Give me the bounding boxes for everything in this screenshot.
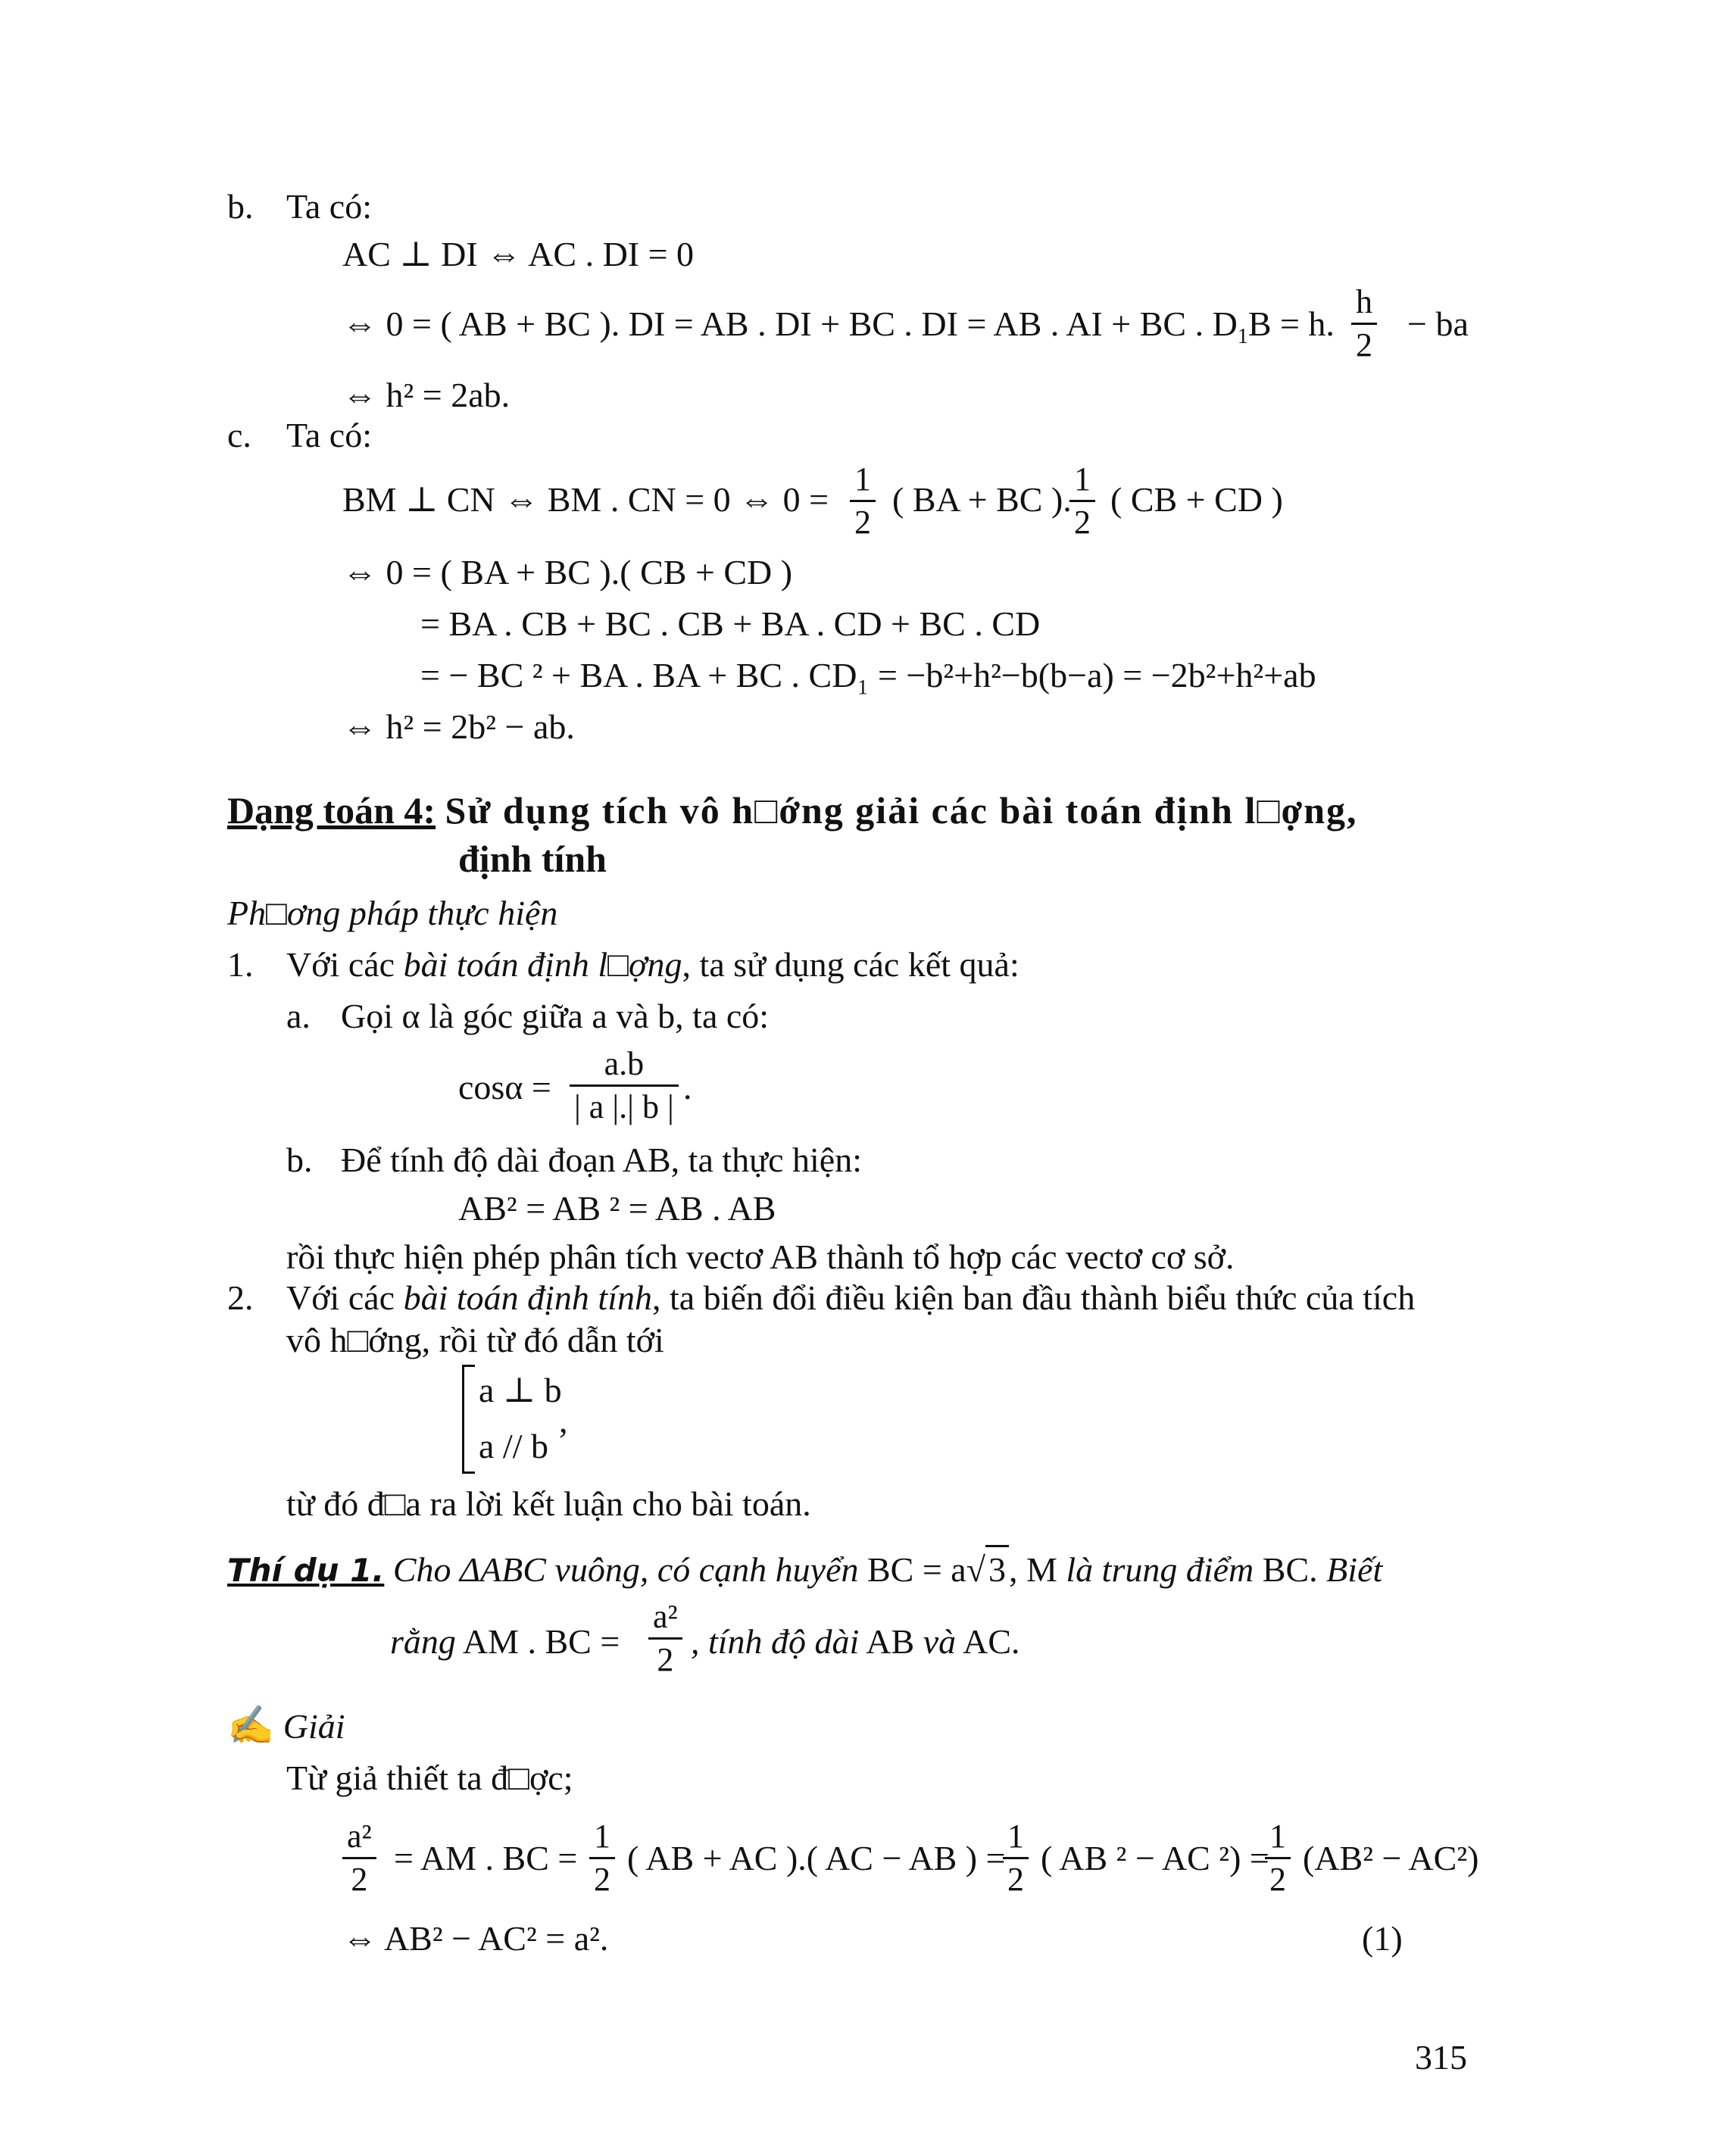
solution-label: Giải — [283, 1707, 345, 1746]
solution-half-3 — [1265, 1816, 1291, 1900]
equation-number: (1) — [1362, 1919, 1403, 1958]
example-1f: BC. — [1254, 1550, 1327, 1589]
part-b-line1: AC ⊥ DI ⇔ AC . DI = 0 — [342, 235, 695, 273]
cos-label: cosα = — [458, 1068, 551, 1106]
cos-num: a.b — [570, 1044, 679, 1087]
example-1g: Biết — [1326, 1550, 1383, 1589]
part-b-line2-tail: − ba — [1407, 304, 1469, 343]
part-b-label: b. — [227, 187, 254, 226]
example-2f: AC. — [956, 1622, 1020, 1661]
solution-a2-den: 2 — [351, 1861, 368, 1898]
solution-eq-b: ( AB + AC ).( AC − AB ) = — [627, 1839, 1006, 1877]
example-1c: BC = a — [858, 1550, 966, 1589]
example-1d: , M — [1008, 1550, 1066, 1589]
part-c-line4: = − BC ² + BA . BA + BC . CD₁ = −b²+h²−b(b−a) = −2b²+h²+ab — [420, 656, 1316, 694]
example-2a: rằng — [390, 1622, 456, 1661]
section-title-2: định tính — [458, 838, 607, 880]
solution-a2-fraction — [342, 1816, 376, 1900]
sol-half-2-den: 2 — [1007, 1861, 1024, 1898]
solution-eq-c: ( AB ² − AC ²) = — [1041, 1839, 1269, 1877]
part-b-fraction-h — [1351, 282, 1377, 366]
ab-formula: AB² = AB ² = AB . AB — [458, 1189, 776, 1228]
example-2d: AB — [859, 1622, 923, 1661]
method-item2-line2: vô h□ớng, rồi từ đó dẫn tới — [286, 1321, 664, 1359]
example-a2-den: 2 — [657, 1641, 674, 1678]
part-c-half-2 — [1069, 459, 1095, 543]
example-label: Thí dụ 1. — [227, 1552, 385, 1589]
method-heading: Ph□ơng pháp thực hiện — [227, 894, 558, 932]
example-1e: là trung điểm — [1066, 1550, 1254, 1589]
part-b-line2 — [342, 301, 1335, 360]
part-b-intro: Ta có: — [286, 187, 373, 226]
item1-b: , ta sử dụng các kết quả: — [682, 945, 1019, 984]
sol-half-2-num: 1 — [1003, 1816, 1029, 1859]
example-2c: , tính độ dài — [691, 1622, 860, 1661]
method-item1-num: 1. — [227, 945, 254, 984]
part-c-intro: Ta có: — [286, 416, 373, 454]
method-item2-num: 2. — [227, 1278, 254, 1317]
sol-half-1-den: 2 — [594, 1861, 610, 1898]
example-1a: Cho ΔABC — [392, 1550, 555, 1589]
sol-half-1-num: 1 — [589, 1816, 615, 1859]
sol-half-3-den: 2 — [1269, 1861, 1286, 1898]
method-item2-end: từ đó đ□a ra lời kết luận cho bài toán. — [286, 1484, 811, 1523]
part-b-line2-right: B = h. — [1247, 304, 1335, 343]
example-line2b — [691, 1619, 1020, 1665]
solution-line2: ⇔ AB² − AC² = a². — [342, 1919, 609, 1958]
item1-a: Với các — [286, 945, 404, 984]
frac-h-num: h — [1351, 282, 1377, 325]
item1-italic: bài toán định l□ợng — [403, 945, 682, 984]
system-line-1: a ⊥ b — [479, 1371, 562, 1409]
system-comma: , — [559, 1401, 568, 1440]
method-item1b-text: Để tính độ dài đoạn AB, ta thực hiện: — [341, 1141, 862, 1179]
frac-h-den: 2 — [1356, 326, 1372, 364]
method-item1b-cont: rồi thực hiện phép phân tích vectơ AB thành tổ hợp các vectơ cơ sở. — [286, 1237, 1235, 1276]
part-b-line2-left: ⇔ 0 = ( AB + BC ). DI = AB . DI + BC . DI = AB . AI + BC . D — [342, 304, 1238, 343]
half-2-den: 2 — [1074, 504, 1091, 541]
sqrt-symbol: √ — [966, 1550, 985, 1589]
section-heading — [227, 788, 1358, 833]
part-c-line1c: ( CB + CD ) — [1110, 480, 1283, 519]
solution-a2-num: a² — [342, 1816, 376, 1859]
solution-half-1 — [589, 1816, 615, 1900]
example-line1 — [227, 1545, 1382, 1593]
part-b-line3: ⇔ h² = 2ab. — [342, 376, 510, 414]
item2-italic: bài toán định tính — [403, 1278, 652, 1317]
example-a2-fraction — [648, 1596, 682, 1680]
solution-intro: Từ giả thiết ta đ□ợc; — [286, 1758, 573, 1797]
method-item1 — [286, 942, 1019, 988]
solution-half-2 — [1003, 1816, 1029, 1900]
example-line2a — [390, 1619, 620, 1665]
example-2b: AM . BC = — [455, 1622, 620, 1661]
pen-icon: ✍ — [227, 1704, 275, 1746]
method-item1a-label: a. — [286, 997, 311, 1035]
half-1-den: 2 — [854, 504, 871, 541]
method-item2 — [286, 1275, 1415, 1321]
cos-den: | a |.| b | — [574, 1088, 674, 1125]
solution-eq-d: (AB² − AC²) — [1303, 1839, 1479, 1877]
example-1b: vuông, có cạnh huyển — [554, 1550, 859, 1589]
sqrt-3: 3 — [985, 1545, 1009, 1593]
part-b-line2-sub: 1 — [1237, 325, 1248, 349]
example-2e: và — [923, 1622, 957, 1661]
part-c-line1a: BM ⊥ CN ⇔ BM . CN = 0 ⇔ 0 = — [342, 480, 829, 519]
part-c-line3: = BA . CB + BC . CB + BA . CD + BC . CD — [420, 604, 1041, 643]
section-prefix: Dạng toán 4: — [227, 789, 436, 832]
page-number: 315 — [1415, 2038, 1467, 2077]
part-c-half-1 — [850, 459, 876, 543]
system-bracket — [462, 1365, 475, 1474]
cos-period: . — [683, 1068, 692, 1106]
sol-half-3-num: 1 — [1265, 1816, 1291, 1859]
cos-fraction — [570, 1044, 679, 1128]
method-item1b-label: b. — [286, 1141, 313, 1179]
method-item1a-text: Gọi α là góc giữa a và b, ta có: — [341, 997, 770, 1035]
item2-b: , ta biến đổi điều kiện ban đầu thành biểu thức của tích — [651, 1278, 1416, 1317]
part-c-line5: ⇔ h² = 2b² − ab. — [342, 707, 575, 746]
part-c-line2: ⇔ 0 = ( BA + BC ).( CB + CD ) — [342, 553, 793, 591]
half-2-num: 1 — [1069, 459, 1095, 502]
part-c-label: c. — [227, 416, 251, 454]
section-title-1: Sử dụng tích vô h□ớng giải các bài toán định l□ợng, — [445, 789, 1358, 832]
system-line-2: a // b — [479, 1427, 548, 1465]
example-a2-num: a² — [648, 1596, 682, 1640]
part-c-line1b: ( BA + BC ). — [892, 480, 1072, 519]
item2-a: Với các — [286, 1278, 404, 1317]
half-1-num: 1 — [850, 459, 876, 502]
solution-eq-a: = AM . BC = — [394, 1839, 578, 1877]
solution-heading — [227, 1702, 345, 1749]
